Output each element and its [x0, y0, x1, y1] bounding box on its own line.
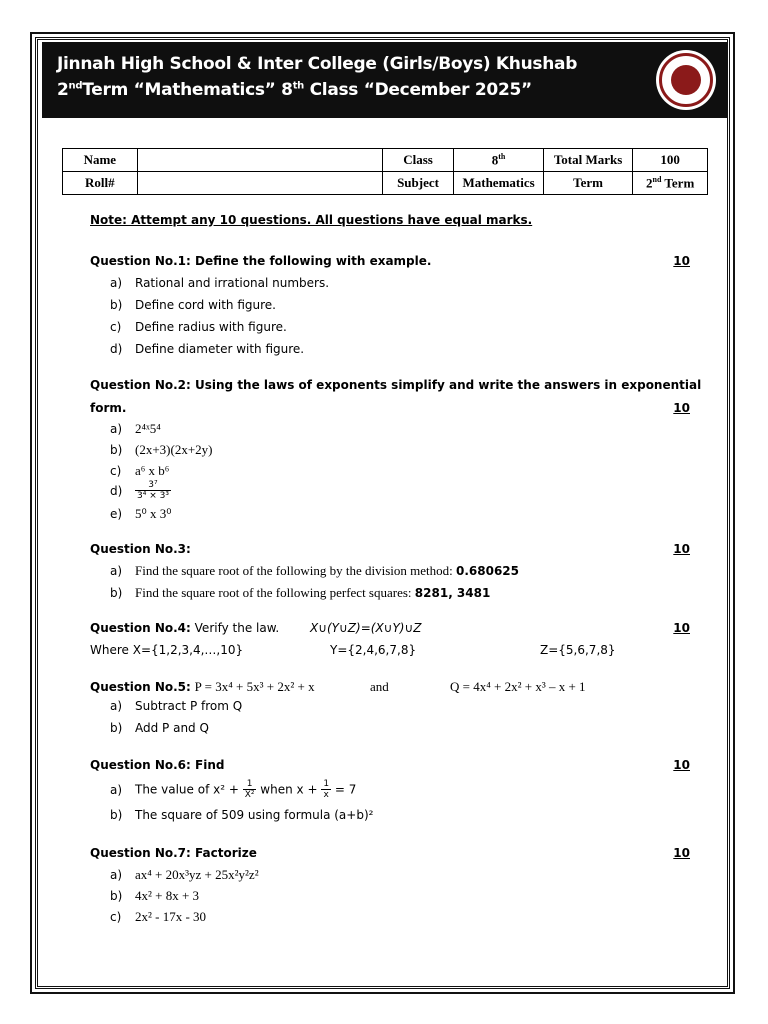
- name-field[interactable]: [137, 149, 382, 172]
- list-item: b) Find the square root of the following perfect squares: 8281, 3481: [110, 585, 491, 600]
- list-item: c) Define radius with figure.: [110, 320, 287, 334]
- subject-value: Mathematics: [454, 172, 544, 195]
- header-banner: [42, 42, 728, 118]
- exam-title: 2ndTerm “Mathematics” 8th Class “December 2025”: [57, 80, 532, 100]
- question-6-title: Question No.6: Find: [90, 758, 225, 772]
- list-item: b) Add P and Q: [110, 721, 209, 735]
- subject-label: Subject: [382, 172, 454, 195]
- question-2-marks: 10: [673, 401, 690, 415]
- question-2-title-cont: form.: [90, 401, 127, 415]
- student-info-table: [62, 148, 708, 195]
- list-item: e) 5⁰ x 3⁰: [110, 506, 172, 521]
- total-marks-label: Total Marks: [543, 149, 632, 172]
- question-5-title: Question No.5: P = 3x⁴ + 5x³ + 2x² + x: [90, 679, 315, 694]
- question-4-title: Question No.4: Verify the law.: [90, 621, 280, 635]
- list-item: a) Rational and irrational numbers.: [110, 276, 330, 290]
- term-label: Term: [543, 172, 632, 195]
- info-row-2: [63, 172, 708, 195]
- list-item: b) Define cord with figure.: [110, 298, 276, 312]
- and-word: and: [370, 679, 389, 694]
- roll-field[interactable]: [137, 172, 382, 195]
- class-value: 8th: [454, 149, 544, 172]
- question-1-title: Question No.1: Define the following with example.: [90, 254, 432, 268]
- z-set: Z={5,6,7,8}: [540, 643, 616, 657]
- school-name: Jinnah High School & Inter College (Girls/Boys) Khushab: [57, 54, 578, 74]
- list-item: b) (2x+3)(2x+2y): [110, 442, 213, 457]
- question-3-title: Question No.3:: [90, 542, 191, 556]
- note-instruction: Note: Attempt any 10 questions. All questions have equal marks.: [90, 213, 533, 227]
- list-item: a) Find the square root of the following by the division method: 0.680625: [110, 563, 520, 578]
- fraction: $\frac{1}{\text{X²}}$: [244, 779, 255, 800]
- list-item: a) 2⁴ˣ5⁴: [110, 421, 161, 436]
- q-expression: Q = 4x⁴ + 2x² + x³ – x + 1: [450, 679, 586, 694]
- list-item: b) The square of 509 using formula (a+b)²: [110, 808, 374, 822]
- term-value: 2nd Term: [633, 172, 708, 195]
- question-7-title: Question No.7: Factorize: [90, 846, 257, 860]
- list-item: d) Define diameter with figure.: [110, 342, 305, 356]
- roll-label: Roll#: [63, 172, 138, 195]
- question-6-marks: 10: [673, 758, 690, 772]
- total-marks-value: 100: [633, 149, 708, 172]
- list-item: c) 2x² - 17x - 30: [110, 909, 207, 924]
- list-item: a) Subtract P from Q: [110, 699, 243, 713]
- logo-ring: [659, 53, 713, 107]
- question-2-title: Question No.2: Using the laws of exponents simplify and write the answers in exponential: [90, 378, 702, 392]
- list-item: d) $\frac{\text{3⁷}}{\text{3⁴ × 3³}}$: [110, 480, 169, 501]
- info-row-1: [63, 149, 708, 172]
- list-item: b) 4x² + 8x + 3: [110, 888, 200, 903]
- name-label: Name: [63, 149, 138, 172]
- x-set: Where X={1,2,3,4,…,10}: [90, 643, 244, 657]
- question-3-marks: 10: [673, 542, 690, 556]
- class-label: Class: [382, 149, 454, 172]
- question-7-marks: 10: [673, 846, 690, 860]
- list-item: a) The value of x² + $\frac{1}{\text{X²}}$ when x + $\frac{1}{x}$ = 7: [110, 779, 357, 800]
- book-emblem-icon: [671, 65, 701, 95]
- question-1-marks: 10: [673, 254, 690, 268]
- fraction: $\frac{1}{x}$: [323, 779, 330, 800]
- school-logo-seal: [656, 50, 716, 110]
- fraction: $\frac{\text{3⁷}}{\text{3⁴ × 3³}}$: [137, 480, 169, 501]
- set-law-expression: X∪(Y∪Z)=(X∪Y)∪Z: [310, 621, 422, 635]
- list-item: a) ax⁴ + 20x³yz + 25x²y²z²: [110, 867, 259, 882]
- list-item: c) a⁶ x b⁶: [110, 463, 170, 478]
- question-4-marks: 10: [673, 621, 690, 635]
- y-set: Y={2,4,6,7,8}: [330, 643, 417, 657]
